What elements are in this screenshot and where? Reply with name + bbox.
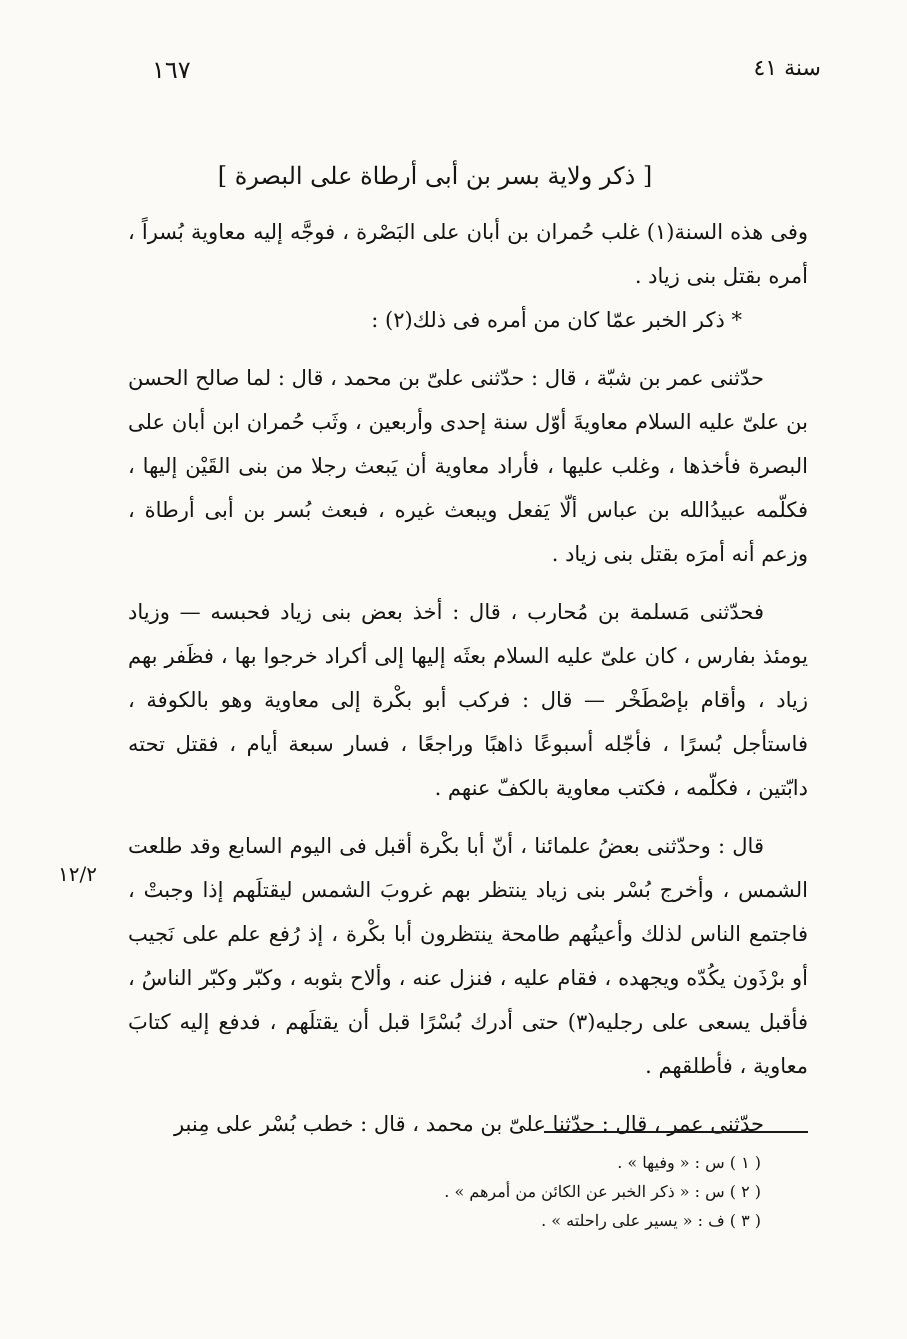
- footnote: ( ١ ) س : « وفيها » .: [617, 1153, 761, 1172]
- paragraph: حدّثنى عمر ، قال : حدّثنا علىّ بن محمد ، قال : خطب بُسْر على مِنبر: [173, 1112, 764, 1136]
- footnote: ( ٣ ) ف : « يسير على راحلته » .: [541, 1211, 761, 1230]
- section-title: [ ذكر ولاية بسر بن أبى أرطاة على البصرة ]: [217, 162, 653, 190]
- paragraph: قال : وحدّثنى بعضُ علمائنا ، أنّ أبا بكْرة أقبل فى اليوم السابع وقد طلعت الشمس ، وأخرج بُسْر بنى زياد ينتظر بهم غروبَ الشمس ليقتلَهم إذا وجبتْ ، فاجتمع الناس لذلك وأعينُهم طامحة ينتظرون أبا بكْرة ، إذ رُفع علم على نَجيب أو برْذَون يكُدّه ويجهده ، فقام عليه ، فنزل عنه ، وألاح بثوبه ، وكبّر وكبّر الناسُ ، فأقبل يسعى على رجليه(٣) حتى أدرك بُسْرًا قبل أن يقتلَهم ، فدفع إليه كتابَ معاوية ، فأطلقهم .: [128, 834, 808, 1078]
- footnote: ( ٢ ) س : « ذكر الخبر عن الكائن من أمرهم » .: [444, 1182, 761, 1201]
- margin-reference: ١٢/٢: [58, 862, 97, 886]
- paragraph: حدّثنى عمر بن شبّة ، قال : حدّثنى علىّ بن محمد ، قال : لما صالح الحسن بن علىّ عليه السلام معاويةَ أوّل سنة إحدى وأربعين ، وثَب حُمران ابن أبان على البصرة فأخذها ، وغلب عليها ، فأراد معاوية أن يَبعث رجلا من بنى القَيْن إليها ، فكلّمه عبيدُالله بن عباس ألّا يَفعل ويبعث غيره ، فبعث بُسر بن أبى أرطاة ، وزعم أنه أمرَه بقتل بنى زياد .: [128, 366, 808, 566]
- running-header-year: سنة ٤١: [753, 56, 821, 81]
- main-text: [128, 210, 808, 1146]
- page-number: ١٦٧: [152, 56, 191, 84]
- paragraph: فحدّثنى مَسلمة بن مُحارب ، قال : أخذ بعض بنى زياد فحبسه — وزياد يومئذ بفارس ، كان علىّ عليه السلام بعثَه إليها إلى أكراد خرجوا بها ، فظَفر بهم زياد ، وأقام بإصْطَخْر — قال : فركب أبو بكْرة إلى معاوية وهو بالكوفة ، فاستأجل بُسرًا ، فأجّله أسبوعًا ذاهبًا وراجعًا ، فسار سبعة أيام ، فقتل تحته دابّتين ، فكلّمه ، فكتب معاوية بالكفّ عنهم .: [128, 600, 808, 800]
- intro-paragraph: وفى هذه السنة(١) غلب حُمران بن أبان على البَصْرة ، فوجَّه إليه معاوية بُسراً ، أمره بقتل بنى زياد .: [128, 220, 808, 288]
- intro-subheading: * ذكر الخبر عمّا كان من أمره فى ذلك(٢) :: [371, 308, 742, 332]
- footnotes: [241, 1148, 761, 1235]
- footnote-divider: [544, 1131, 808, 1133]
